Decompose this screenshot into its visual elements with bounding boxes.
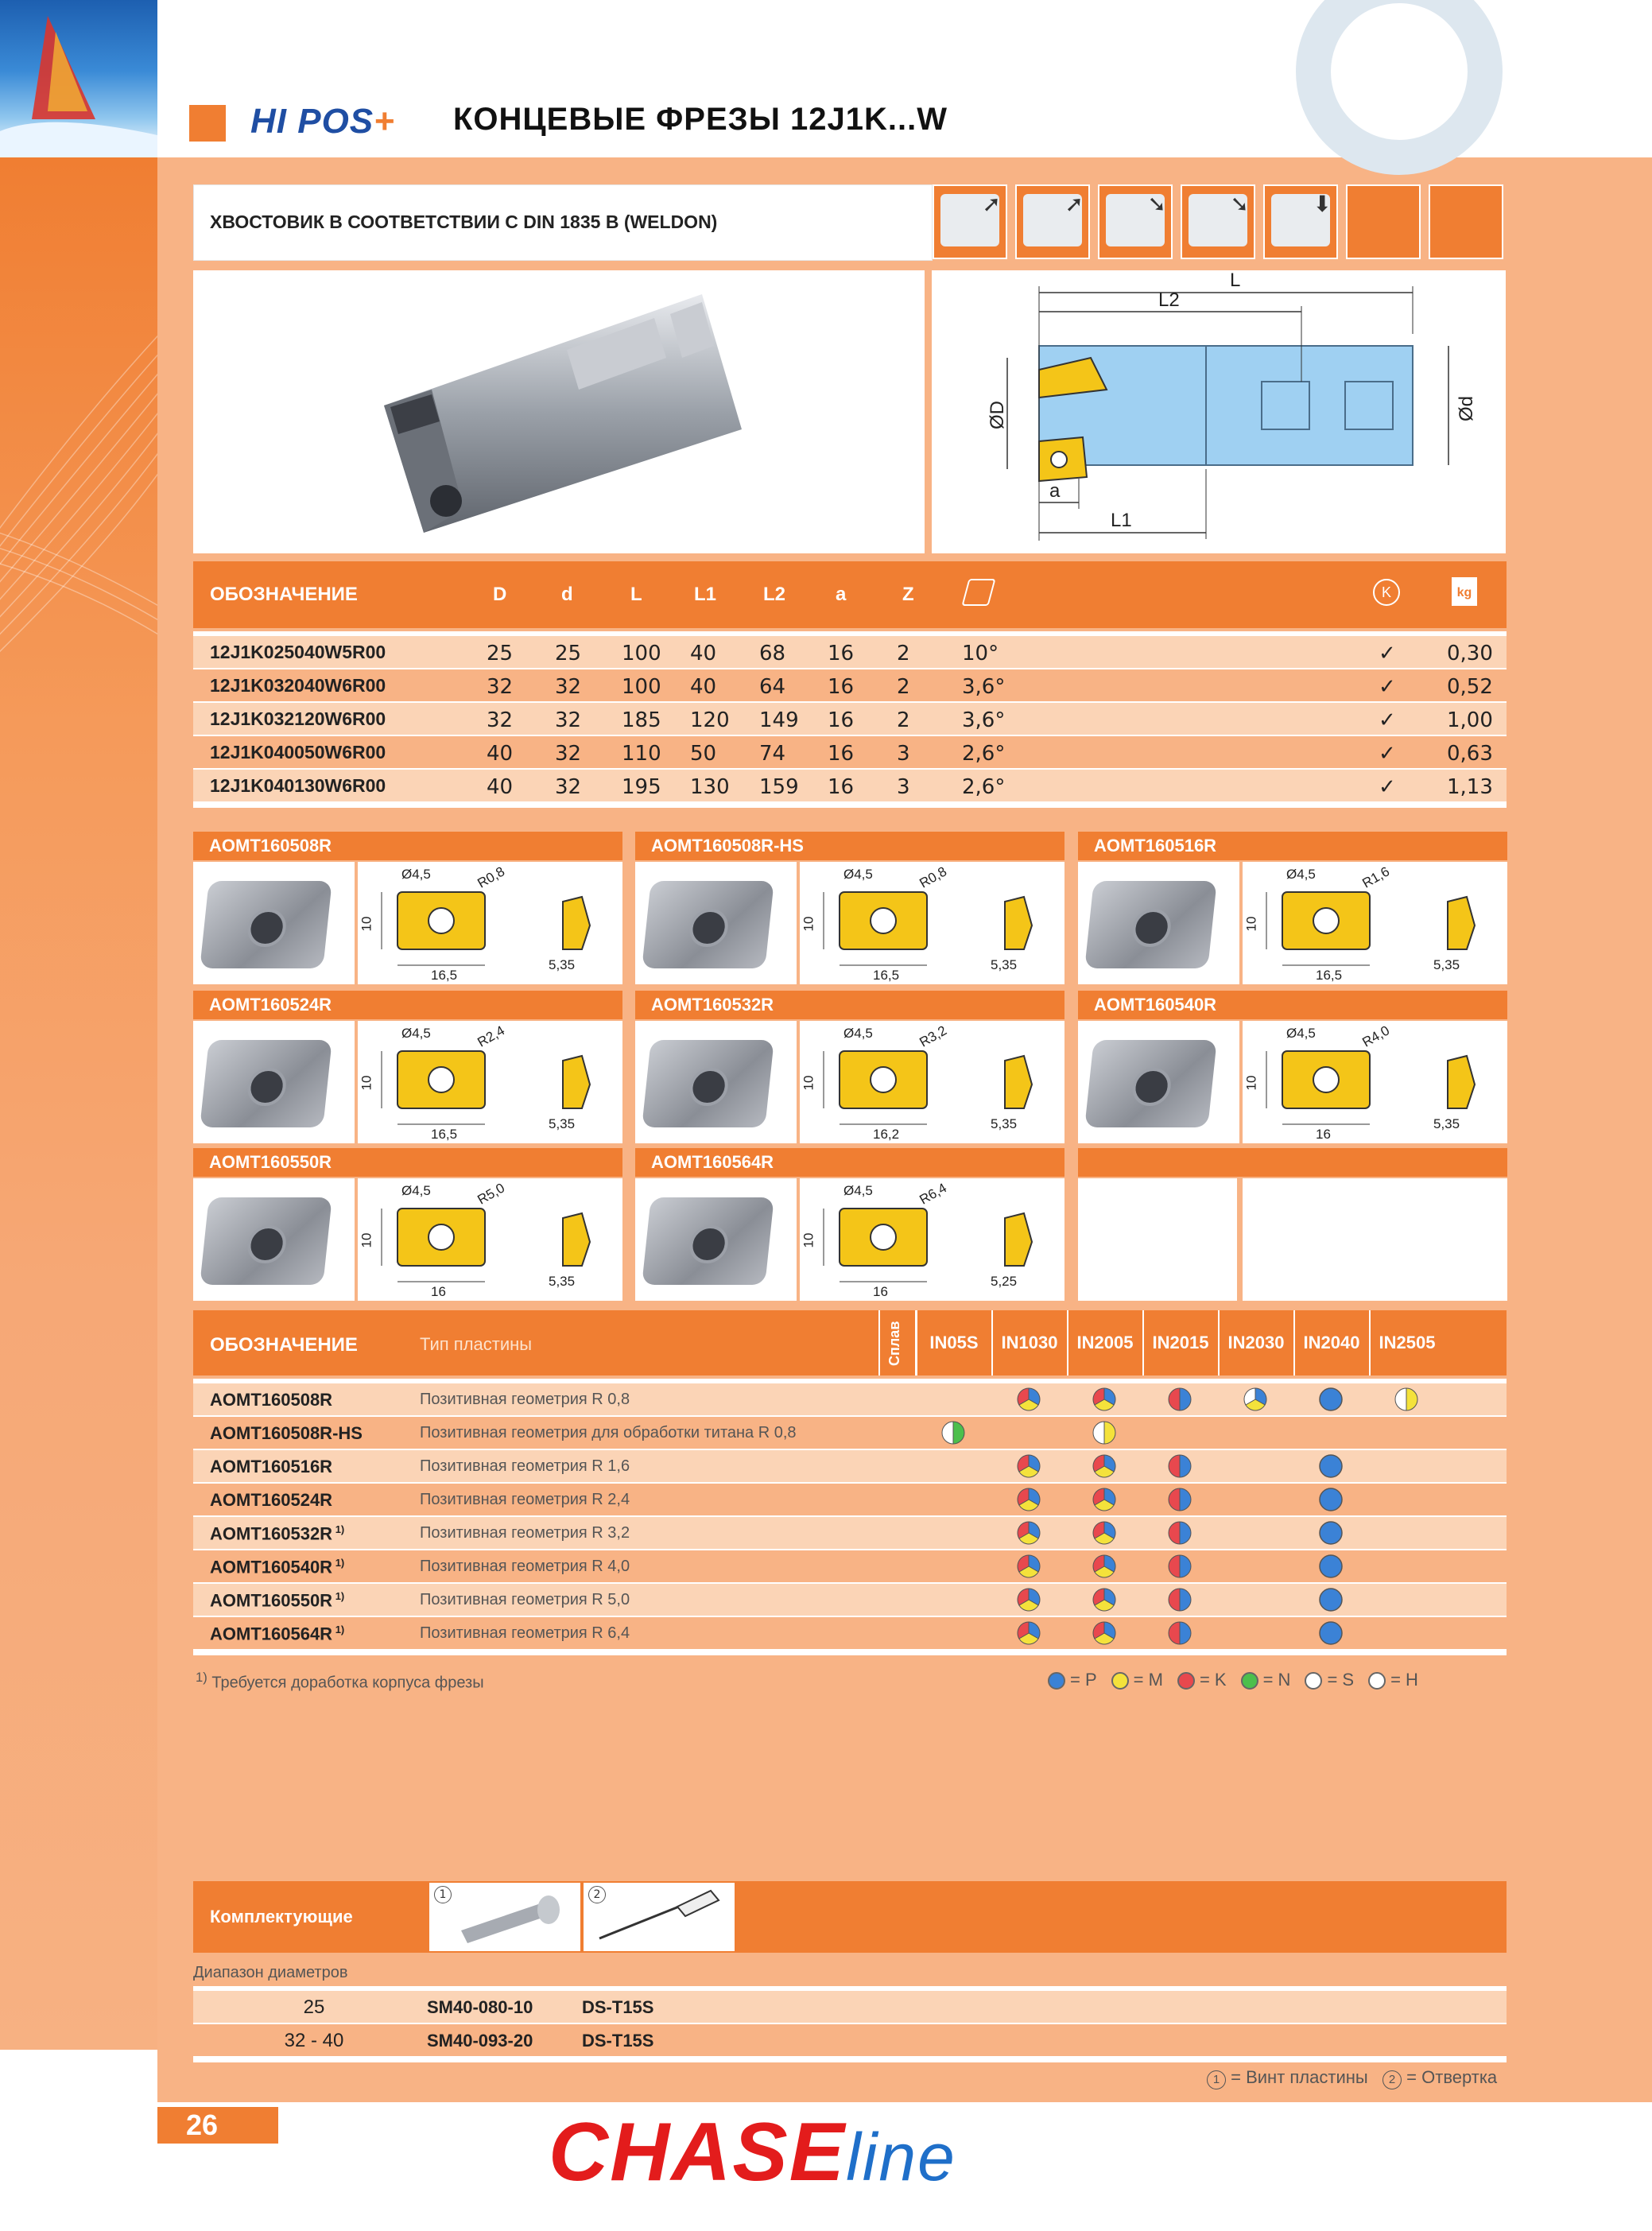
dim-L2: L2 bbox=[1158, 289, 1180, 311]
legend-item: = S bbox=[1305, 1670, 1354, 1690]
insert-height-dim: 10 bbox=[1243, 1075, 1259, 1091]
insert-card bbox=[1078, 991, 1507, 1143]
insert-radius-dim: R3,2 bbox=[917, 1022, 950, 1050]
grade-column-header: IN2015 bbox=[1142, 1310, 1217, 1375]
insert-height-dim: 10 bbox=[1243, 916, 1259, 932]
material-dot bbox=[941, 1421, 965, 1445]
insert-radius-dim: R2,4 bbox=[475, 1022, 508, 1050]
insert-hole-dim: Ø4,5 bbox=[401, 1183, 431, 1198]
insert-width-dim: 16,5 bbox=[431, 968, 458, 983]
main-cell-l2: 64 bbox=[759, 675, 786, 699]
insert-body bbox=[1078, 1021, 1507, 1143]
main-cell-code: 12J1K040050W6R00 bbox=[210, 742, 386, 762]
main-cell-code: 12J1K040130W6R00 bbox=[210, 775, 386, 796]
empty-op-icon bbox=[1429, 184, 1503, 259]
material-dot bbox=[1092, 1588, 1116, 1612]
dim-D: ØD bbox=[987, 401, 1008, 429]
material-dot bbox=[1017, 1488, 1041, 1511]
face-milling-icon: ➘ bbox=[1098, 184, 1173, 259]
grade-column-header: IN1030 bbox=[991, 1310, 1066, 1375]
insert-body bbox=[1078, 862, 1507, 984]
main-cell-kg: 1,00 bbox=[1447, 708, 1493, 732]
grade-row-type: Позитивная геометрия R 2,4 bbox=[420, 1491, 630, 1508]
material-dot bbox=[1168, 1588, 1192, 1612]
main-cell-kg: 0,52 bbox=[1447, 675, 1493, 699]
insert-name: AOMT160508R bbox=[193, 832, 622, 860]
insert-width-dim: 16,2 bbox=[873, 1127, 900, 1142]
grade-header-type: Тип пластины bbox=[420, 1334, 533, 1354]
grade-column-header: IN2005 bbox=[1067, 1310, 1142, 1375]
insert-width-dim: 16,5 bbox=[873, 968, 900, 983]
insert-thickness-dim: 5,35 bbox=[549, 1116, 576, 1131]
main-cell-a: 16 bbox=[828, 775, 855, 799]
insert-drawing bbox=[358, 862, 622, 984]
main-cell-z: 3 bbox=[897, 742, 910, 766]
accessory-range: 25 bbox=[303, 1996, 325, 2018]
grade-row-type: Позитивная геометрия R 0,8 bbox=[420, 1391, 630, 1408]
insert-drawing bbox=[800, 1021, 1064, 1143]
main-cell-d: 32 bbox=[555, 708, 582, 732]
grade-row-code: AOMT160516R bbox=[210, 1457, 333, 1476]
main-cell-angle: 3,6° bbox=[962, 708, 1006, 732]
material-dot bbox=[1017, 1387, 1041, 1411]
main-cell-l1: 40 bbox=[690, 675, 717, 699]
main-cell-d: 25 bbox=[555, 642, 582, 665]
main-header-L2: L2 bbox=[763, 584, 786, 605]
insert-body bbox=[635, 1021, 1064, 1143]
accessory-driver: DS-T15S bbox=[582, 1997, 654, 2017]
material-dot bbox=[1092, 1387, 1116, 1411]
insert-hole-dim: Ø4,5 bbox=[401, 1026, 431, 1041]
material-dot bbox=[1092, 1488, 1116, 1511]
accessory-screw: SM40-080-10 bbox=[427, 1997, 533, 2017]
insert-card bbox=[635, 832, 1064, 984]
main-cell-l: 185 bbox=[622, 708, 661, 732]
insert-name: AOMT160564R bbox=[635, 1148, 1064, 1177]
insert-hole-dim: Ø4,5 bbox=[843, 867, 873, 882]
insert-photo bbox=[1084, 881, 1217, 968]
grade-row-code: AOMT160508R-HS bbox=[210, 1423, 363, 1443]
insert-card bbox=[193, 1148, 622, 1301]
material-dot bbox=[1017, 1521, 1041, 1545]
grade-table-row bbox=[193, 1417, 1507, 1449]
insert-thickness-dim: 5,35 bbox=[1433, 957, 1460, 972]
main-cell-code: 12J1K032120W6R00 bbox=[210, 708, 386, 729]
insert-card bbox=[193, 832, 622, 984]
material-dot bbox=[1168, 1554, 1192, 1578]
main-cell-code: 12J1K032040W6R00 bbox=[210, 675, 386, 696]
insert-name: AOMT160516R bbox=[1078, 832, 1507, 860]
insert-height-dim: 10 bbox=[359, 1232, 374, 1248]
main-cell-l1: 50 bbox=[690, 742, 717, 766]
main-cell-l: 110 bbox=[622, 742, 661, 766]
accessory-range: 32 - 40 bbox=[284, 2030, 344, 2051]
main-cell-z: 3 bbox=[897, 775, 910, 799]
main-cell-l1: 130 bbox=[690, 775, 730, 799]
main-cell-angle: 2,6° bbox=[962, 775, 1006, 799]
insert-body bbox=[635, 1178, 1064, 1301]
dim-L1: L1 bbox=[1111, 510, 1132, 531]
screwdriver-image: 2 bbox=[584, 1883, 735, 1951]
material-dot bbox=[1319, 1521, 1343, 1545]
accessories-title: Комплектующие bbox=[210, 1907, 353, 1926]
main-header-d: d bbox=[561, 584, 573, 605]
material-dot bbox=[1319, 1387, 1343, 1411]
accessory-driver: DS-T15S bbox=[582, 2031, 654, 2051]
grade-row-code: AOMT160524R bbox=[210, 1490, 333, 1510]
main-cell-l: 100 bbox=[622, 675, 661, 699]
main-cell-l2: 74 bbox=[759, 742, 786, 766]
insert-card bbox=[193, 991, 622, 1143]
grade-column-header: IN2505 bbox=[1369, 1310, 1444, 1375]
insert-hole-dim: Ø4,5 bbox=[1286, 867, 1316, 882]
material-dot bbox=[1092, 1554, 1116, 1578]
insert-thickness-dim: 5,35 bbox=[549, 957, 576, 972]
insert-hole bbox=[246, 909, 288, 947]
accessory-screw: SM40-093-20 bbox=[427, 2031, 533, 2051]
main-cell-d: 32 bbox=[555, 675, 582, 699]
grade-table-row bbox=[193, 1484, 1507, 1515]
insert-hole-dim: Ø4,5 bbox=[843, 1183, 873, 1198]
insert-thickness-dim: 5,25 bbox=[991, 1274, 1018, 1289]
main-cell-angle: 10° bbox=[962, 642, 999, 665]
material-legend bbox=[1048, 1670, 1433, 1690]
material-dot bbox=[1017, 1621, 1041, 1645]
accessory-row bbox=[193, 1991, 1507, 2023]
insert-radius-dim: R4,0 bbox=[1359, 1022, 1393, 1050]
coolant-icon: K bbox=[1373, 579, 1400, 606]
page-number: 26 bbox=[157, 2107, 278, 2144]
grade-row-code: AOMT160550R $^{1)}$ bbox=[210, 1590, 345, 1611]
insert-drawing bbox=[358, 1178, 622, 1301]
main-cell-d: 32 bbox=[487, 675, 514, 699]
technical-drawing bbox=[932, 270, 1506, 553]
slotting-icon: ➚ bbox=[933, 184, 1007, 259]
insert-name: AOMT160540R bbox=[1078, 991, 1507, 1019]
range-label: Диапазон диаметров bbox=[193, 1964, 348, 1981]
dim-d: Ød bbox=[1456, 395, 1477, 421]
material-dot bbox=[1092, 1421, 1116, 1445]
main-cell-angle: 3,6° bbox=[962, 675, 1006, 699]
plunging-icon: ⬇ bbox=[1263, 184, 1338, 259]
insert-radius-dim: R0,8 bbox=[917, 863, 950, 891]
main-header-a: a bbox=[836, 584, 847, 605]
tool-photo bbox=[193, 270, 925, 553]
grade-row-code: AOMT160564R $^{1)}$ bbox=[210, 1624, 345, 1644]
main-cell-kg: 0,30 bbox=[1447, 642, 1493, 665]
material-dot bbox=[1168, 1488, 1192, 1511]
grade-table-row bbox=[193, 1383, 1507, 1415]
insert-body bbox=[635, 862, 1064, 984]
main-cell-z: 2 bbox=[897, 675, 910, 699]
grade-row-code: AOMT160540R $^{1)}$ bbox=[210, 1557, 345, 1577]
material-dot bbox=[1243, 1387, 1267, 1411]
windsurf-photo bbox=[0, 0, 157, 157]
material-dot bbox=[1319, 1454, 1343, 1478]
main-cell-a: 16 bbox=[828, 642, 855, 665]
insert-height-dim: 10 bbox=[359, 916, 374, 932]
main-cell-check: ✓ bbox=[1379, 708, 1396, 732]
insert-radius-dim: R1,6 bbox=[1359, 863, 1393, 891]
legend-item: = N bbox=[1241, 1670, 1291, 1690]
insert-width-dim: 16,5 bbox=[431, 1127, 458, 1142]
insert-drawing bbox=[800, 862, 1064, 984]
grade-column-header: IN05S bbox=[916, 1310, 991, 1375]
insert-width-dim: 16 bbox=[873, 1284, 888, 1299]
main-cell-kg: 0,63 bbox=[1447, 742, 1493, 766]
insert-width-dim: 16 bbox=[1316, 1127, 1331, 1142]
insert-card bbox=[635, 1148, 1064, 1301]
chaseline-logo: CHASEline bbox=[549, 2106, 956, 2198]
main-cell-check: ✓ bbox=[1379, 642, 1396, 665]
insert-photo bbox=[200, 881, 332, 968]
material-dot bbox=[1017, 1554, 1041, 1578]
insert-hole bbox=[688, 1068, 730, 1106]
weight-icon: kg bbox=[1452, 577, 1477, 606]
insert-width-dim: 16,5 bbox=[1316, 968, 1343, 983]
main-cell-kg: 1,13 bbox=[1447, 775, 1493, 799]
main-header-D: D bbox=[493, 584, 507, 605]
main-cell-d: 40 bbox=[487, 742, 514, 766]
grade-row-type: Позитивная геометрия для обработки титана R 0,8 bbox=[420, 1424, 797, 1441]
main-cell-l1: 40 bbox=[690, 642, 717, 665]
material-dot bbox=[1092, 1521, 1116, 1545]
main-cell-d: 32 bbox=[555, 742, 582, 766]
grade-row-type: Позитивная геометрия R 5,0 bbox=[420, 1591, 630, 1608]
insert-thickness-dim: 5,35 bbox=[549, 1274, 576, 1289]
main-cell-d: 25 bbox=[487, 642, 514, 665]
insert-width-dim: 16 bbox=[431, 1284, 446, 1299]
main-cell-l: 195 bbox=[622, 775, 661, 799]
insert-hole bbox=[246, 1068, 288, 1106]
footnote: $^{1)}$ Требуется доработка корпуса фрезы bbox=[196, 1670, 484, 1692]
insert-hole bbox=[688, 909, 730, 947]
main-table-header bbox=[193, 561, 1507, 628]
insert-radius-dim: R0,8 bbox=[475, 863, 508, 891]
grade-table-row bbox=[193, 1584, 1507, 1616]
insert-radius-dim: R5,0 bbox=[475, 1180, 508, 1208]
main-cell-l2: 68 bbox=[759, 642, 786, 665]
main-cell-a: 16 bbox=[828, 708, 855, 732]
main-cell-check: ✓ bbox=[1379, 675, 1396, 699]
insert-thickness-dim: 5,35 bbox=[991, 957, 1018, 972]
insert-photo bbox=[200, 1197, 332, 1285]
main-cell-l2: 149 bbox=[759, 708, 799, 732]
insert-photo bbox=[642, 1197, 774, 1285]
dim-a: a bbox=[1049, 480, 1061, 502]
screw-image: 1 bbox=[429, 1883, 580, 1951]
main-cell-check: ✓ bbox=[1379, 775, 1396, 799]
grade-table-row bbox=[193, 1550, 1507, 1582]
legend-item: = H bbox=[1368, 1670, 1418, 1690]
grade-row-type: Позитивная геометрия R 4,0 bbox=[420, 1558, 630, 1575]
ramping-icon: ➘ bbox=[1181, 184, 1255, 259]
insert-card bbox=[635, 991, 1064, 1143]
insert-name: AOMT160550R bbox=[193, 1148, 622, 1177]
material-dot bbox=[1168, 1621, 1192, 1645]
main-cell-d: 32 bbox=[555, 775, 582, 799]
material-dot bbox=[1168, 1454, 1192, 1478]
insert-hole-dim: Ø4,5 bbox=[401, 867, 431, 882]
grade-row-type: Позитивная геометрия R 1,6 bbox=[420, 1457, 630, 1475]
material-dot bbox=[1168, 1521, 1192, 1545]
grade-row-code: AOMT160508R bbox=[210, 1390, 333, 1410]
insert-photo bbox=[642, 1040, 774, 1127]
empty-op-icon bbox=[1346, 184, 1421, 259]
accessories-legend: 1 = Винт пластины 2 = Отвертка bbox=[1207, 2067, 1497, 2089]
main-cell-code: 12J1K025040W5R00 bbox=[210, 642, 386, 662]
grade-table-row bbox=[193, 1617, 1507, 1649]
insert-photo bbox=[642, 881, 774, 968]
material-dot bbox=[1092, 1621, 1116, 1645]
material-dot bbox=[1017, 1454, 1041, 1478]
legend-item: = M bbox=[1111, 1670, 1163, 1690]
main-cell-a: 16 bbox=[828, 675, 855, 699]
main-cell-check: ✓ bbox=[1379, 742, 1396, 766]
legend-item: = P bbox=[1048, 1670, 1097, 1690]
insert-hole-dim: Ø4,5 bbox=[843, 1026, 873, 1041]
insert-body bbox=[193, 862, 622, 984]
insert-hole bbox=[1130, 909, 1173, 947]
grade-row-code: AOMT160532R $^{1)}$ bbox=[210, 1523, 345, 1544]
main-header-L1: L1 bbox=[694, 584, 717, 605]
grade-row-type: Позитивная геометрия R 3,2 bbox=[420, 1524, 630, 1542]
page-title: КОНЦЕВЫЕ ФРЕЗЫ 12J1K...W bbox=[453, 102, 948, 137]
grade-column-header: IN2030 bbox=[1218, 1310, 1293, 1375]
insert-radius-dim: R6,4 bbox=[917, 1180, 950, 1208]
insert-hole-dim: Ø4,5 bbox=[1286, 1026, 1316, 1041]
insert-hole bbox=[246, 1225, 288, 1263]
insert-photo bbox=[1084, 1040, 1217, 1127]
insert-card bbox=[1078, 832, 1507, 984]
insert-drawing bbox=[358, 1021, 622, 1143]
insert-drawing bbox=[1243, 862, 1507, 984]
material-dot bbox=[1394, 1387, 1418, 1411]
insert-height-dim: 10 bbox=[801, 916, 816, 932]
insert-name: AOMT160508R-HS bbox=[635, 832, 1064, 860]
grade-table-row bbox=[193, 1450, 1507, 1482]
insert-height-dim: 10 bbox=[801, 1232, 816, 1248]
main-header-code: ОБОЗНАЧЕНИЕ bbox=[210, 584, 358, 605]
main-cell-z: 2 bbox=[897, 708, 910, 732]
left-decoration-strip bbox=[0, 157, 157, 2050]
main-header-L: L bbox=[630, 584, 642, 605]
insert-hole bbox=[1130, 1068, 1173, 1106]
grade-table-row bbox=[193, 1517, 1507, 1549]
grade-header-code: ОБОЗНАЧЕНИЕ bbox=[210, 1334, 358, 1356]
main-cell-l2: 159 bbox=[759, 775, 799, 799]
main-cell-angle: 2,6° bbox=[962, 742, 1006, 766]
main-cell-l1: 120 bbox=[690, 708, 730, 732]
insert-body bbox=[193, 1178, 622, 1301]
material-dot bbox=[1319, 1588, 1343, 1612]
grade-column-header: IN2040 bbox=[1293, 1310, 1368, 1375]
material-dot bbox=[1319, 1488, 1343, 1511]
accessory-row bbox=[193, 2024, 1507, 2056]
accessories-header bbox=[193, 1881, 1507, 1953]
insert-drawing bbox=[1243, 1021, 1507, 1143]
insert-name: AOMT160524R bbox=[193, 991, 622, 1019]
decorative-circle bbox=[1296, 0, 1503, 175]
insert-photo bbox=[200, 1040, 332, 1127]
insert-thickness-dim: 5,35 bbox=[991, 1116, 1018, 1131]
empty-insert-slot bbox=[1078, 1148, 1507, 1301]
insert-name: AOMT160532R bbox=[635, 991, 1064, 1019]
material-dot bbox=[1319, 1554, 1343, 1578]
brand-logo: HI POS+ bbox=[250, 102, 395, 141]
insert-height-dim: 10 bbox=[359, 1075, 374, 1091]
main-cell-d: 32 bbox=[487, 708, 514, 732]
main-cell-l: 100 bbox=[622, 642, 661, 665]
main-header-Z: Z bbox=[902, 584, 914, 605]
material-dot bbox=[1168, 1387, 1192, 1411]
insert-drawing bbox=[800, 1178, 1064, 1301]
insert-body bbox=[193, 1021, 622, 1143]
main-cell-d: 40 bbox=[487, 775, 514, 799]
material-dot bbox=[1017, 1588, 1041, 1612]
material-dot bbox=[1319, 1621, 1343, 1645]
main-cell-a: 16 bbox=[828, 742, 855, 766]
insert-thickness-dim: 5,35 bbox=[1433, 1116, 1460, 1131]
legend-item: = K bbox=[1177, 1670, 1227, 1690]
material-dot bbox=[1092, 1454, 1116, 1478]
title-marker bbox=[189, 105, 226, 142]
dim-L: L bbox=[1230, 270, 1241, 291]
grade-row-type: Позитивная геометрия R 6,4 bbox=[420, 1624, 630, 1642]
shoulder-milling-icon: ➚ bbox=[1015, 184, 1090, 259]
insert-hole bbox=[688, 1225, 730, 1263]
grade-header-alloy: Сплав bbox=[878, 1310, 917, 1375]
main-cell-z: 2 bbox=[897, 642, 910, 665]
shank-label: ХВОСТОВИК В СООТВЕТСТВИИ С DIN 1835 B (WELDON) bbox=[210, 211, 718, 232]
insert-height-dim: 10 bbox=[801, 1075, 816, 1091]
